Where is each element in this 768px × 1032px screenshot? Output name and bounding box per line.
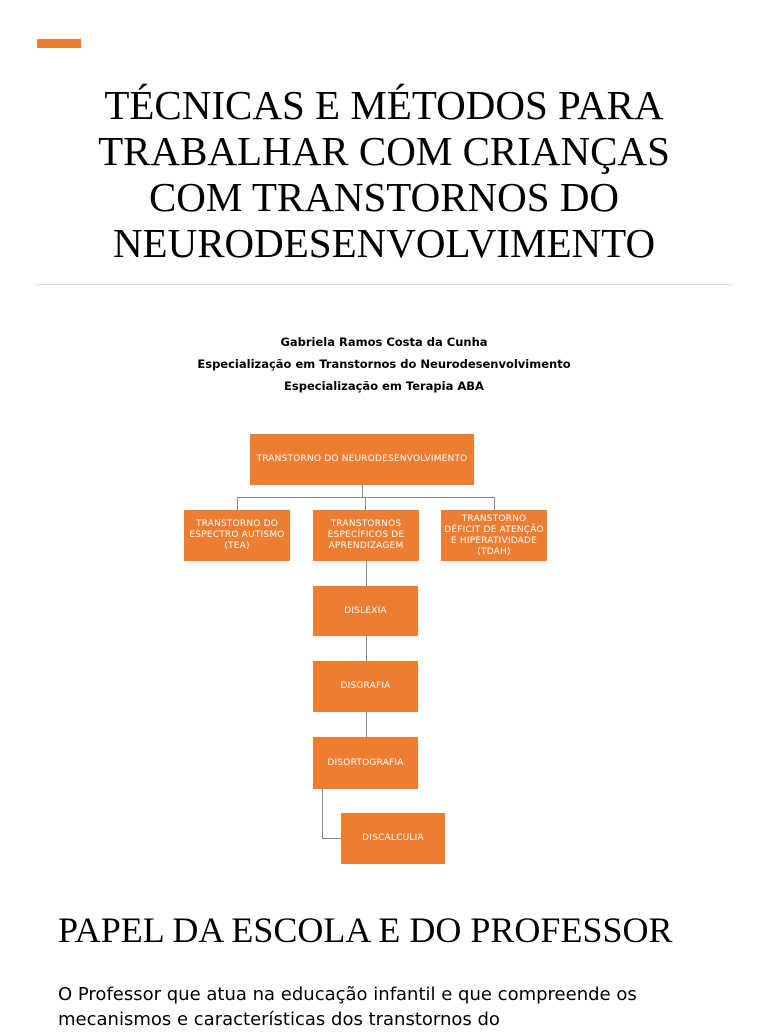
org-node-tdah: TRANSTORNO DÉFICIT DE ATENÇÃO E HIPERATIVIDADE (TDAH) (441, 510, 547, 561)
connector-line (322, 789, 323, 838)
connector-line (322, 838, 341, 839)
title-line: COM TRANSTORNOS DO (148, 174, 620, 220)
section-body: O Professor que atua na educação infantil e que compreende os mecanismos e características dos transtornos do (58, 984, 637, 1030)
org-node-tea: TRANSTORNO DO ESPECTRO AUTISMO (TEA) (184, 510, 290, 561)
connector-line (237, 497, 238, 510)
connector-line (494, 497, 495, 510)
connector-line (366, 561, 367, 586)
org-node-disortografia: DISORTOGRAFIA (313, 737, 418, 789)
connector-line (362, 485, 363, 497)
connector-line (366, 712, 367, 737)
org-node-dislexia: DISLEXIA (313, 586, 418, 636)
org-node-root: TRANSTORNO DO NEURODESENVOLVIMENTO (250, 434, 474, 485)
author-credential: Especialização em Transtornos do Neurodesenvolvimento (197, 357, 571, 371)
title-line: TÉCNICAS E MÉTODOS PARA (104, 82, 664, 128)
org-node-disgrafia: DISGRAFIA (313, 661, 418, 712)
section-title: PAPEL DA ESCOLA E DO PROFESSOR (58, 910, 673, 950)
connector-line (365, 497, 366, 510)
org-node-discalculia: DISCALCULIA (341, 813, 445, 864)
author-credential: Especialização em Terapia ABA (284, 379, 484, 393)
title-line: NEURODESENVOLVIMENTO (112, 220, 656, 266)
org-node-learning: TRANSTORNOS ESPECÍFICOS DE APRENDIZAGEM (313, 510, 419, 561)
connector-line (366, 636, 367, 661)
author-name: Gabriela Ramos Costa da Cunha (280, 335, 488, 349)
title-line: TRABALHAR COM CRIANÇAS (98, 128, 670, 174)
